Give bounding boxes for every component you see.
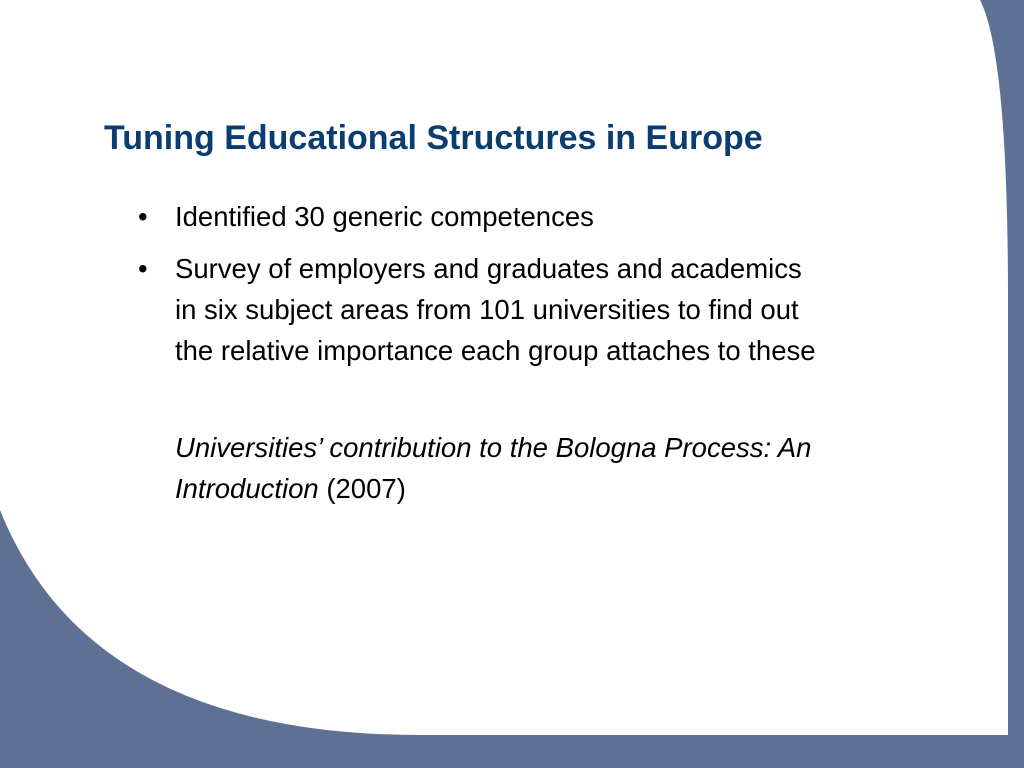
citation-year: (2007) bbox=[318, 473, 406, 504]
slide-title: Tuning Educational Structures in Europe bbox=[104, 119, 763, 157]
bullet-item bbox=[136, 196, 986, 237]
citation bbox=[175, 427, 1015, 509]
bullet-text: Survey of employers and graduates and academics in six subject areas from 101 universities to find out the relative importance each group attaches to these bbox=[175, 253, 816, 366]
bullet-item bbox=[136, 248, 986, 371]
citation-title: Universities’ contribution to the Bologna Process: An Introduction bbox=[175, 432, 812, 504]
bullet-icon: • bbox=[138, 253, 148, 284]
bullet-text: Identified 30 generic competences bbox=[175, 201, 594, 232]
bullet-icon: • bbox=[138, 201, 148, 232]
bullet-list bbox=[136, 196, 986, 371]
